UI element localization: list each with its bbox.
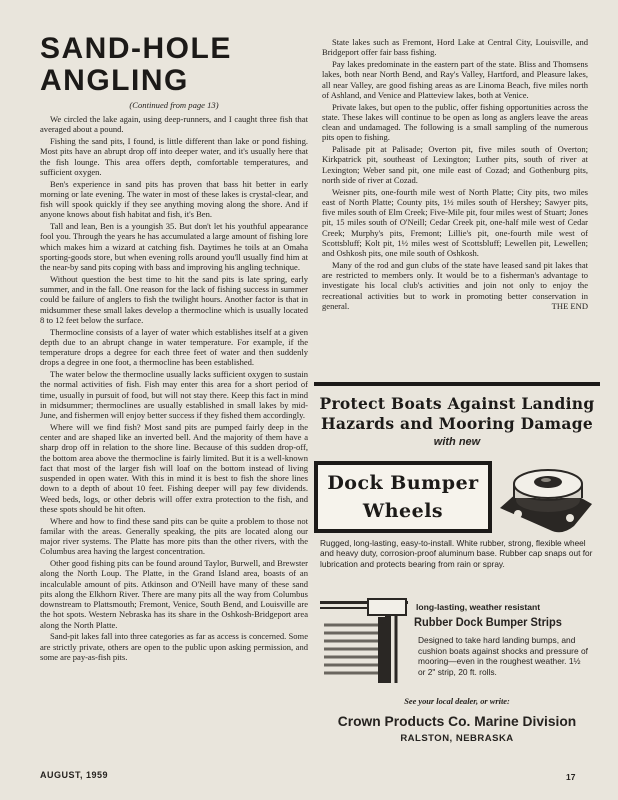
paragraph: Thermocline consists of a layer of water which establishes itself at a given depth due to an abrupt change in water temperature. For example, if the temperature drops a degree for each three feet of water and then suddenly drops a degree in one foot, a thermocline has been established. (40, 326, 308, 368)
product2-title: Rubber Dock Bumper Strips (414, 615, 562, 629)
last-paragraph-text: Many of the rod and gun clubs of the state have leased sand pit lakes that are restricted to members only. It would be to a fisherman's advantage to investigate his local club's activities and join not only to enjoy the recreational activities but to work in promoting better conservation in general. (322, 259, 588, 311)
ad-headline-line2: Hazards and Mooring Damage (320, 414, 594, 433)
paragraph: We circled the lake again, using deep-runners, and I caught three fish that averaged about a pound. (40, 114, 308, 135)
last-paragraph (322, 260, 588, 311)
article-title: SAND-HOLE ANGLING (40, 32, 232, 97)
article-body-left (40, 114, 308, 662)
product1-title-line2: Wheels (362, 500, 444, 522)
paragraph: Pay lakes predominate in the eastern part of the state. Bliss and Thomsens lakes, both near North Bend, and Ray's Valley, Hartford, and Pleasure lakes, all near Valley, are good fishing areas as are Linoma Beach, five miles north of Ashland, and Venice and Platteview lakes, both at Venice. (322, 59, 588, 100)
product2-subtitle: long-lasting, weather resistant (416, 602, 541, 612)
paragraph: Tall and lean, Ben is a youngish 35. But don't let his youthful appearance fool you. Through the years he has accumulated a large amount of fishing lore which makes him a wizard at catching fish. Daytimes he toils at an Omaha sporting-goods store, but when evening rolls around you'll usually find him at the near-by sand pits coping with bass and improving his angling technique. (40, 221, 308, 272)
left-column (40, 0, 308, 664)
issue-date: AUGUST, 1959 (40, 770, 109, 780)
advertisement (314, 382, 600, 778)
paragraph: The water below the thermocline usually lacks sufficient oxygen to sustain the normal activities of fish. Fish may enter this area for a short period of time, usually in pursuit of food, but will not stay there. Keep this fact in mind in midsummer; thermoclines are usually established in small lakes by mid-June, and fishermen will enjoy better success if they fished them accordingly. (40, 369, 308, 420)
paragraph: Weisner pits, one-fourth mile west of North Platte; City pits, two miles east of North Platte; County pits, 1½ miles south of Hershey; Sawyer pits, five miles south of Elm Creek; Five-Mile pit, four miles west of Stuart; Jones pit, 15 miles south of O'Neill; Cedar Creek pit, one-half mile west of Cedar Creek; Murphy's pits, Fremont; Lillie's pit, one-fourth mile west of Scottsbluff; Kolt pit, 1½ miles west of Scottsbluff; Lewellen pit, Lewellen; and Oshkosh pits, one mile south of Oshkosh. (322, 186, 588, 258)
company-city: RALSTON, NEBRASKA (400, 733, 514, 744)
product1-description: Rugged, long-lasting, easy-to-install. White rubber, strong, flexible wheel and heavy duty, corrosion-proof aluminum base. Rubber cap snaps out for lubrication and protects bearing from rain or spray. (320, 538, 593, 569)
paragraph: Without question the best time to hit the sand pits is late spring, early summer, and in the fall. One reason for the lack of fishing success in summer could be failure of anglers to fish the twilight hours. Another factor is that in midsummer these small lakes develop a thermocline which is usually located 8 to 12 feet below the surface. (40, 273, 308, 325)
company-name: Crown Products Co. Marine Division (337, 714, 577, 729)
end-mark: THE END (551, 300, 588, 311)
continued-note: (Continued from page 13) (129, 100, 219, 110)
paragraph: Ben's experience in sand pits has proven that bass hit better in early morning or late evening. The water in most of these lakes is crystal-clear, and fish will spook quickly if they see anything moving along the shore. And if anyone knows about fish habitat and fish, it's Ben. (40, 178, 308, 220)
dock-bumper-wheels-box (314, 461, 492, 533)
paragraph: Where and how to find these sand pits can be quite a problem to those not familar with the areas. Generally speaking, the pits are located along our major river systems. The Platte has more pits than the other rivers, with the Columbus area having the largest concentration. (40, 515, 308, 557)
paragraph: Where will we find fish? Most sand pits are pumped fairly deep in the center and are shaped like an inverted bell. And the majority of them have a sharp drop off in relation to the shore line. Because of this sudden drop-off, the bottom area above the thermocline is fairly limited. But it is a well-known fact that most of the larger fish will loaf on the bottom instead of living suspended in open water. With this in mind it is best to fish the shore lines down to a depth of about 10 feet. Fishing deeper will pay few dividends. Weed beds, logs, or other debris will offer extra protection to the fish, and these spots should be hit often. (40, 421, 308, 514)
paragraph: Sand-pit lakes fall into three categories as far as access is concerned. Some are strictly private, others are open to the public upon asking permission, and some are pay-as-fish pits. (40, 631, 308, 662)
right-column (322, 0, 588, 313)
paragraph: Private lakes, but open to the public, offer fishing opportunities across the state. These lakes will continue to be open as long as anglers leave the areas clean and undamaged. The following is a small sampling of the numerous pits open to fishing. (322, 101, 588, 143)
paragraph: State lakes such as Fremont, Hord Lake at Central City, Louisville, and Bridgeport offer fair bass fishing. (322, 37, 588, 58)
ad-with-new: with new (433, 436, 481, 448)
paragraph: Other good fishing pits can be found around Taylor, Burwell, and Brewster along the North Loup. The Platte, in the Grand Island area, boasts of an incalculable amount of pits. Atkinson and O'Neill have many of these sand pits along the Elkhorn River. There are many pits all the way from Columbus downstream to Plattsmouth; Fremont, Venice, South Bend, and Louisville are the hot spots. Western Nebraska has its share in the Oshkosh-Bridgeport area along the North Platte. (40, 558, 308, 630)
article-body-right (322, 37, 588, 311)
bumper-wheel-illustration (488, 456, 598, 536)
product1-title-line1: Dock Bumper (327, 472, 479, 494)
product2-description: Designed to take hard landing bumps, and cushion boats against shocks and pressure of mooring—even in the roughest weather. 1½ or 2" strip, 20 ft. rolls. (418, 635, 588, 677)
bumper-strip-illustration (318, 597, 410, 687)
paragraph: Palisade pit at Palisade; Overton pit, five miles south of Overton; Kirkpatrick pit, southeast of Lexington; Luther pits, south of river at Lexington; Weber sand pit, one mile east of Cozad; and Gothenburg pits, north side of river at Cozad. (322, 144, 588, 185)
ad-headline-line1: Protect Boats Against Landing (319, 394, 595, 413)
dealer-line: See your local dealer, or write: (404, 697, 510, 706)
paragraph: Fishing the sand pits, I found, is little different than lake or pond fishing. Most pits have an abrupt drop off into deeper water, and it's usually here that the fish lounge. This area offers depth, comfortable temperatures, and sufficient oxygen. (40, 136, 308, 177)
page-number: 17 (566, 772, 576, 782)
